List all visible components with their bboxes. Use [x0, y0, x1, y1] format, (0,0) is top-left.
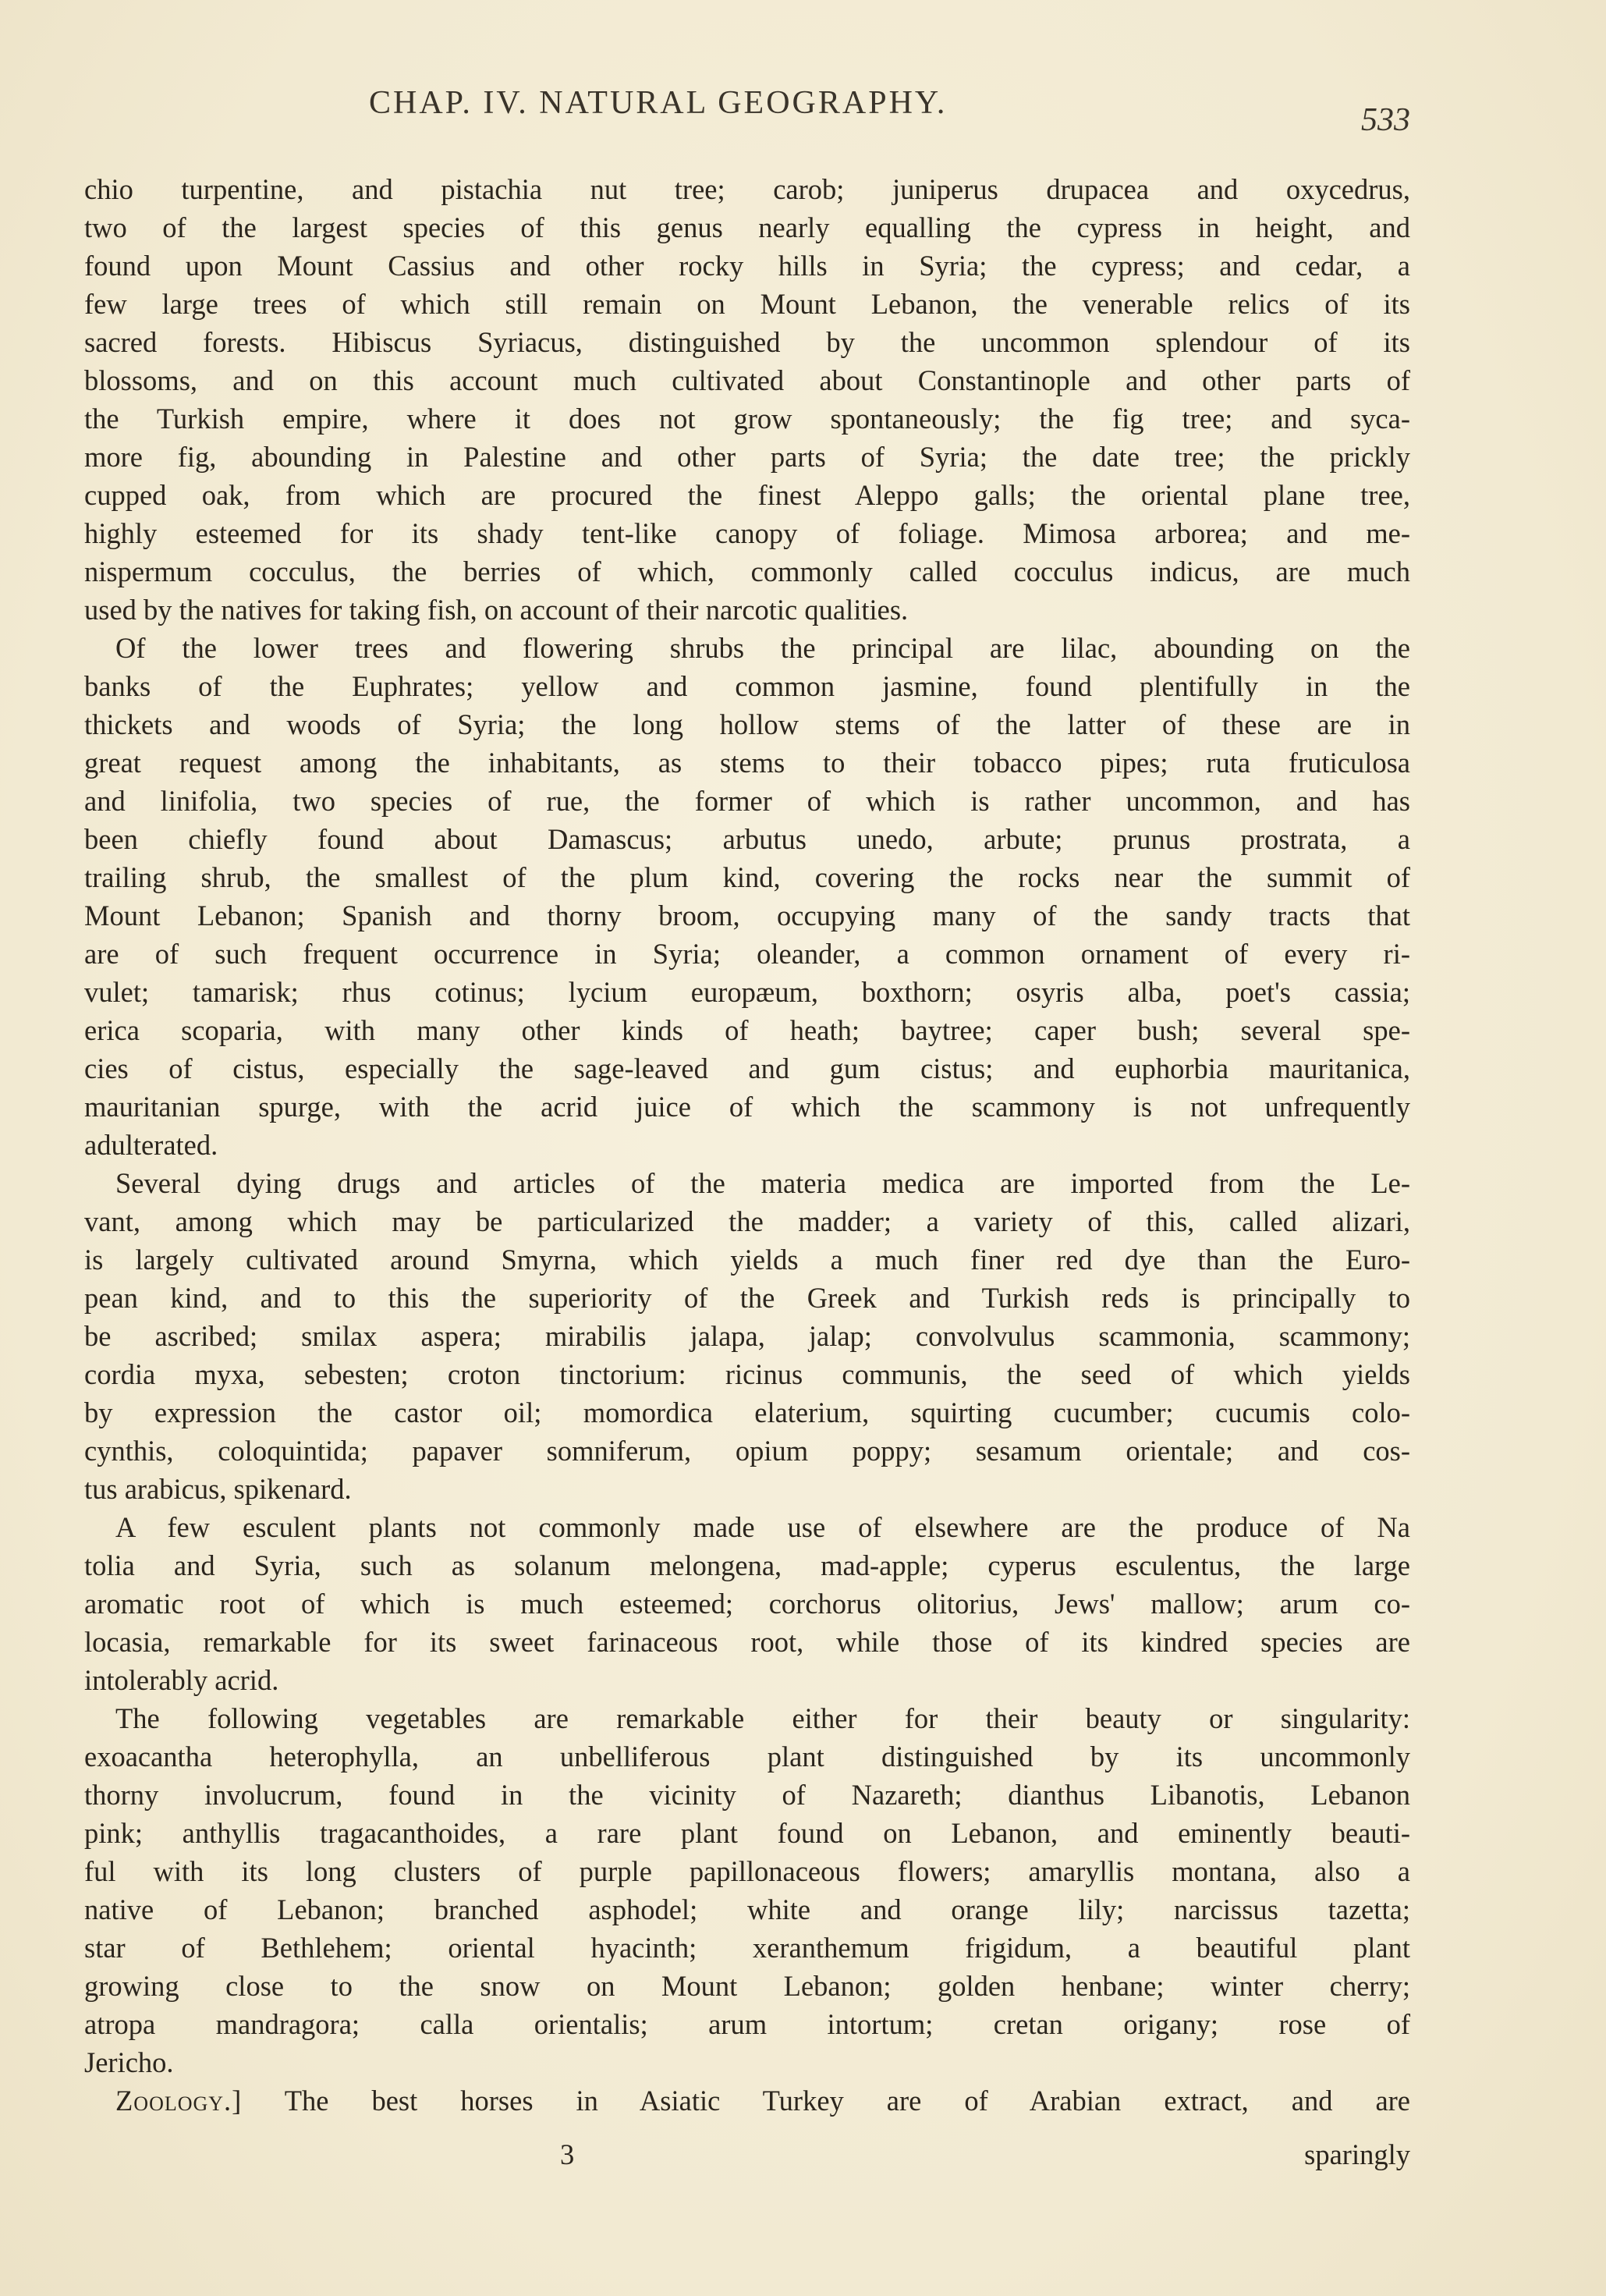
text-line: great request among the inhabitants, as stems to their tobacco pipes; ruta fruticulosa: [84, 747, 1410, 779]
text-line: few large trees of which still remain on Mount Lebanon, the venerable relics of its: [84, 288, 1410, 320]
text-line: pink; anthyllis tragacanthoides, a rare plant found on Lebanon, and eminently beauti-: [84, 1817, 1410, 1849]
text-line: A few esculent plants not commonly made use of elsewhere are the produce of Na: [115, 1511, 1410, 1543]
text-line: atropa mandragora; calla orientalis; arum intortum; cretan origany; rose of: [84, 2008, 1410, 2040]
text-line: used by the natives for taking fish, on account of their narcotic qualities.: [84, 594, 909, 626]
text-line: cies of cistus, especially the sage-leaved and gum cistus; and euphorbia mauritanica,: [84, 1052, 1410, 1084]
text-line: banks of the Euphrates; yellow and common jasmine, found plentifully in the: [84, 670, 1410, 702]
text-line: two of the largest species of this genus nearly equalling the cypress in height, and: [84, 211, 1410, 243]
text-line: star of Bethlehem; oriental hyacinth; xeranthemum frigidum, a beautiful plant: [84, 1932, 1410, 1964]
text-line: exoacantha heterophylla, an unbelliferous plant distinguished by its uncommonly: [84, 1741, 1410, 1773]
text-line: growing close to the snow on Mount Lebanon; golden henbane; winter cherry;: [84, 1970, 1410, 2002]
header-title: CHAP. IV. NATURAL GEOGRAPHY.: [369, 85, 948, 121]
text-line: more fig, abounding in Palestine and other parts of Syria; the date tree; the prickly: [84, 441, 1410, 473]
page-number: 533: [1361, 102, 1410, 138]
text-line: tus arabicus, spikenard.: [84, 1473, 352, 1505]
page-footer: [84, 2138, 1410, 2176]
zoology-label: Zoology.]: [115, 2085, 243, 2117]
text-line: aromatic root of which is much esteemed; corchorus olitorius, Jews' mallow; arum co-: [84, 1588, 1410, 1620]
text-line: nispermum cocculus, the berries of which, commonly called cocculus indicus, are much: [84, 555, 1410, 587]
text-line: cynthis, coloquintida; papaver somniferum, opium poppy; sesamum orientale; and cos-: [84, 1435, 1410, 1467]
text-line: been chiefly found about Damascus; arbutus unedo, arbute; prunus prostrata, a: [84, 823, 1410, 855]
text-line: be ascribed; smilax aspera; mirabilis jalapa, jalap; convolvulus scammonia, scammony;: [84, 1320, 1410, 1352]
zoology-line: [84, 2081, 1410, 2120]
text-line: vant, among which may be particularized the madder; a variety of this, called alizari,: [84, 1205, 1410, 1237]
text-line: mauritanian spurge, with the acrid juice of which the scammony is not unfrequently: [84, 1091, 1410, 1123]
text-line: cordia myxa, sebesten; croton tinctorium: ricinus communis, the seed of which yields: [84, 1358, 1410, 1390]
text-line: Several dying drugs and articles of the materia medica are imported from the Le-: [115, 1167, 1410, 1199]
text-line: ful with its long clusters of purple papillonaceous flowers; amaryllis montana, also a: [84, 1855, 1410, 1887]
text-line: locasia, remarkable for its sweet farinaceous root, while those of its kindred species are: [84, 1626, 1410, 1658]
running-header: [84, 84, 1410, 139]
body-text: [84, 170, 1410, 2120]
text-line: found upon Mount Cassius and other rocky hills in Syria; the cypress; and cedar, a: [84, 250, 1410, 282]
zoology-text: The best horses in Asiatic Turkey are of Arabian extract, and are: [284, 2085, 1411, 2117]
catchword: sparingly: [1304, 2138, 1410, 2170]
text-line: intolerably acrid.: [84, 1664, 279, 1696]
text-line: Jericho.: [84, 2046, 174, 2078]
text-line: thorny involucrum, found in the vicinity of Nazareth; dianthus Libanotis, Lebanon: [84, 1779, 1410, 1811]
text-line: trailing shrub, the smallest of the plum kind, covering the rocks near the summit of: [84, 861, 1410, 893]
text-line: sacred forests. Hibiscus Syriacus, distinguished by the uncommon splendour of its: [84, 326, 1410, 358]
text-line: highly esteemed for its shady tent-like canopy of foliage. Mimosa arborea; and me-: [84, 517, 1410, 549]
text-line: Mount Lebanon; Spanish and thorny broom, occupying many of the sandy tracts that: [84, 900, 1410, 932]
text-line: and linifolia, two species of rue, the former of which is rather uncommon, and has: [84, 785, 1410, 817]
text-line: The following vegetables are remarkable either for their beauty or singularity:: [115, 1702, 1410, 1734]
text-line: erica scoparia, with many other kinds of heath; baytree; caper bush; several spe-: [84, 1014, 1410, 1046]
text-line: by expression the castor oil; momordica elaterium, squirting cucumber; cucumis colo-: [84, 1396, 1410, 1428]
text-line: cupped oak, from which are procured the finest Aleppo galls; the oriental plane tree,: [84, 479, 1410, 511]
text-line: blossoms, and on this account much cultivated about Constantinople and other parts of: [84, 364, 1410, 396]
text-line: thickets and woods of Syria; the long hollow stems of the latter of these are in: [84, 708, 1410, 740]
text-line: native of Lebanon; branched asphodel; white and orange lily; narcissus tazetta;: [84, 1893, 1410, 1925]
text-line: tolia and Syria, such as solanum melongena, mad-apple; cyperus esculentus, the large: [84, 1549, 1410, 1581]
text-line: pean kind, and to this the superiority of the Greek and Turkish reds is principally to: [84, 1282, 1410, 1314]
signature-mark: 3: [560, 2138, 575, 2170]
text-line: is largely cultivated around Smyrna, which yields a much finer red dye than the Euro-: [84, 1244, 1410, 1276]
text-line: chio turpentine, and pistachia nut tree; carob; juniperus drupacea and oxycedrus,: [84, 173, 1410, 205]
text-line: adulterated.: [84, 1129, 218, 1161]
text-line: vulet; tamarisk; rhus cotinus; lycium europæum, boxthorn; osyris alba, poet's cassia;: [84, 976, 1410, 1008]
text-line: the Turkish empire, where it does not grow spontaneously; the fig tree; and syca-: [84, 403, 1410, 435]
text-line: Of the lower trees and flowering shrubs the principal are lilac, abounding on the: [115, 632, 1410, 664]
text-line: are of such frequent occurrence in Syria; oleander, a common ornament of every ri-: [84, 938, 1410, 970]
